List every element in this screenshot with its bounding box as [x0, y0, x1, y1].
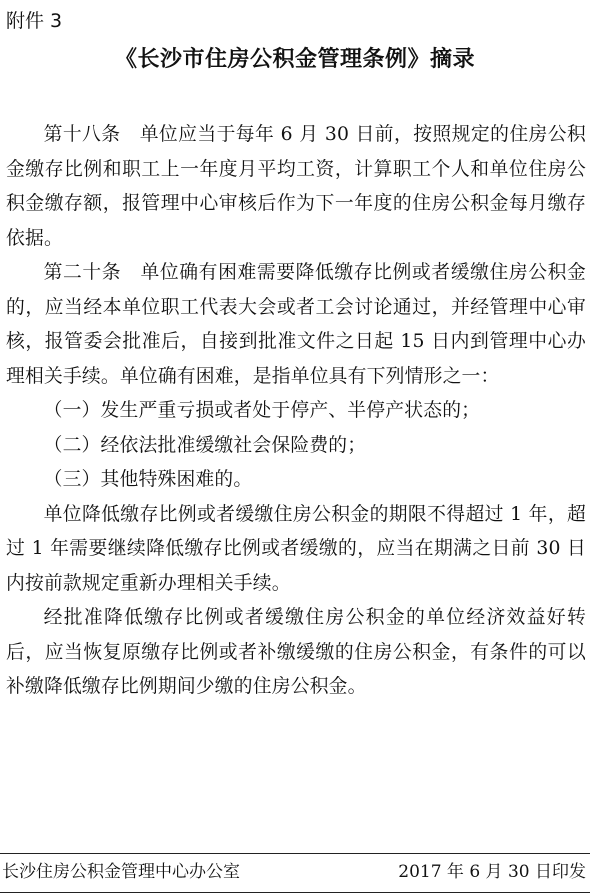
footer-top-rule: [0, 853, 590, 854]
attachment-label: 附件 3: [6, 10, 63, 32]
deferral-limit-paragraph: 单位降低缴存比例或者缓缴住房公积金的期限不得超过 1 年，超过 1 年需要继续降低缴存比例或者缓缴的，应当在期满之日前 30 日内按前款规定重新办理相关手续。: [6, 503, 586, 594]
footer-issuer: 长沙住房公积金管理中心办公室: [2, 862, 240, 882]
document-title: 《长沙市住房公积金管理条例》摘录: [114, 47, 475, 72]
article-20-paragraph: 第二十条 单位确有困难需要降低缴存比例或者缓缴住房公积金的，应当经本单位职工代表大会或者工会讨论通过，并经管理中心审核，报管委会批准后，自接到批准文件之日起 15 日内到管理中心办理相关手续。单位确有困难，是指单位具有下列情形之一：: [6, 262, 586, 387]
document-body: [6, 118, 586, 705]
condition-item-3: （三）其他特殊困难的。: [43, 469, 253, 490]
footer-date: 2017 年 6 月 30 日印发: [398, 862, 586, 882]
condition-item-2: （二）经依法批准缓缴社会保险费的；: [43, 434, 367, 456]
restoration-paragraph: 经批准降低缴存比例或者缓缴住房公积金的单位经济效益好转后，应当恢复原缴存比例或者补缴缓缴的住房公积金，有条件的可以补缴降低缴存比例期间少缴的住房公积金。: [6, 607, 586, 697]
article-18-paragraph: 第十八条 单位应当于每年 6 月 30 日前，按照规定的住房公积金缴存比例和职工上一年度月平均工资，计算职工个人和单位住房公积金缴存额，报管理中心审核后作为下一年度的住房公积金每月缴存依据。: [6, 124, 586, 249]
footer-bottom-rule: [0, 892, 590, 893]
condition-item-1: （一）发生严重亏损或者处于停产、半停产状态的；: [43, 400, 481, 421]
